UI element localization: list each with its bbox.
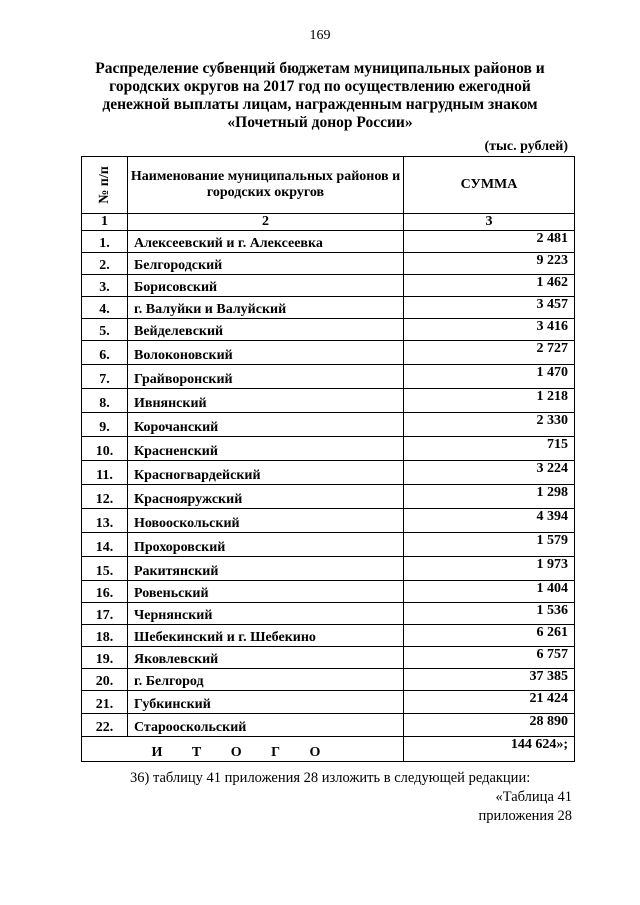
table-row [82,253,575,275]
row-name: Губкинский [128,691,404,714]
total-label: И Т О Г О [82,737,404,762]
row-name: Корочанский [128,413,404,437]
table-row [82,714,575,737]
row-number: 7. [82,365,128,389]
row-name: Чернянский [128,603,404,625]
row-number: 1. [82,231,128,253]
table-header-row [82,157,575,214]
row-number: 17. [82,603,128,625]
row-sum: 21 424 [404,691,575,714]
row-sum: 1 462 [404,275,575,297]
row-sum: 1 298 [404,485,575,509]
row-name: Алексеевский и г. Алексеевка [128,231,404,253]
header-name: Наименование муниципальных районов и городских округов [128,157,404,214]
row-sum: 2 330 [404,413,575,437]
row-number: 18. [82,625,128,647]
row-name: Ивнянский [128,389,404,413]
table-row [82,603,575,625]
row-sum: 6 261 [404,625,575,647]
row-sum: 2 727 [404,341,575,365]
row-number: 22. [82,714,128,737]
column-number-row [82,214,575,231]
row-number: 20. [82,669,128,691]
total-row [82,737,575,762]
row-name: Новооскольский [128,509,404,533]
row-name: г. Белгород [128,669,404,691]
table-row [82,297,575,319]
table-row [82,365,575,389]
row-sum: 6 757 [404,647,575,669]
table-reference: «Таблица 41 [495,789,572,805]
row-number: 5. [82,319,128,341]
row-name: Белгородский [128,253,404,275]
row-sum: 3 224 [404,461,575,485]
row-sum: 1 536 [404,603,575,625]
appendix-reference-line: приложения 28 [478,808,572,824]
row-sum: 37 385 [404,669,575,691]
row-name: г. Валуйки и Валуйский [128,297,404,319]
total-sum: 144 624»; [404,737,575,762]
row-name: Краснояружский [128,485,404,509]
row-name: Ровеньский [128,581,404,603]
column-number: 3 [404,214,575,231]
table-row [82,389,575,413]
row-number: 19. [82,647,128,669]
row-number: 11. [82,461,128,485]
appendix-reference [479,788,572,826]
row-number: 8. [82,389,128,413]
table-row [82,413,575,437]
table-row [82,275,575,297]
row-number: 3. [82,275,128,297]
column-number: 2 [128,214,404,231]
row-sum: 3 457 [404,297,575,319]
row-name: Шебекинский и г. Шебекино [128,625,404,647]
row-number: 2. [82,253,128,275]
row-sum: 715 [404,437,575,461]
table-row [82,691,575,714]
row-name: Ракитянский [128,557,404,581]
row-sum: 4 394 [404,509,575,533]
amendment-text: 36) таблицу 41 приложения 28 изложить в следующей редакции: [130,770,531,786]
table-row [82,319,575,341]
table-row [82,341,575,365]
row-name: Красненский [128,437,404,461]
row-number: 4. [82,297,128,319]
header-num-label: № п/п [96,166,112,204]
row-name: Грайворонский [128,365,404,389]
unit-label: (тыс. рублей) [484,139,568,154]
row-sum: 1 973 [404,557,575,581]
row-name: Вейделевский [128,319,404,341]
row-number: 6. [82,341,128,365]
row-number: 9. [82,413,128,437]
row-sum: 1 404 [404,581,575,603]
table-row [82,647,575,669]
column-number: 1 [82,214,128,231]
header-sum: СУММА [404,157,575,214]
document-title: Распределение субвенций бюджетам муниципальных районов и городских округов на 2017 год по осуществлению ежегодной денежной выплаты лицам, награжденным нагрудным знаком «Почетный донор России» [95,60,545,131]
table-row [82,231,575,253]
row-number: 16. [82,581,128,603]
row-sum: 28 890 [404,714,575,737]
table-row [82,437,575,461]
row-number: 10. [82,437,128,461]
row-sum: 9 223 [404,253,575,275]
row-name: Борисовский [128,275,404,297]
table-row [82,557,575,581]
row-sum: 2 481 [404,231,575,253]
row-sum: 1 218 [404,389,575,413]
row-sum: 1 579 [404,533,575,557]
row-sum: 3 416 [404,319,575,341]
page-number: 169 [309,28,331,43]
table-row [82,625,575,647]
row-number: 21. [82,691,128,714]
table-row [82,461,575,485]
header-num [82,157,128,214]
table-row [82,533,575,557]
table-row [82,485,575,509]
row-name: Яковлевский [128,647,404,669]
table-row [82,509,575,533]
row-name: Красногвардейский [128,461,404,485]
subsidy-table [81,156,575,762]
row-name: Волоконовский [128,341,404,365]
row-sum: 1 470 [404,365,575,389]
row-name: Старооскольский [128,714,404,737]
row-number: 15. [82,557,128,581]
row-number: 12. [82,485,128,509]
row-number: 13. [82,509,128,533]
row-name: Прохоровский [128,533,404,557]
table-row [82,669,575,691]
row-number: 14. [82,533,128,557]
table-row [82,581,575,603]
